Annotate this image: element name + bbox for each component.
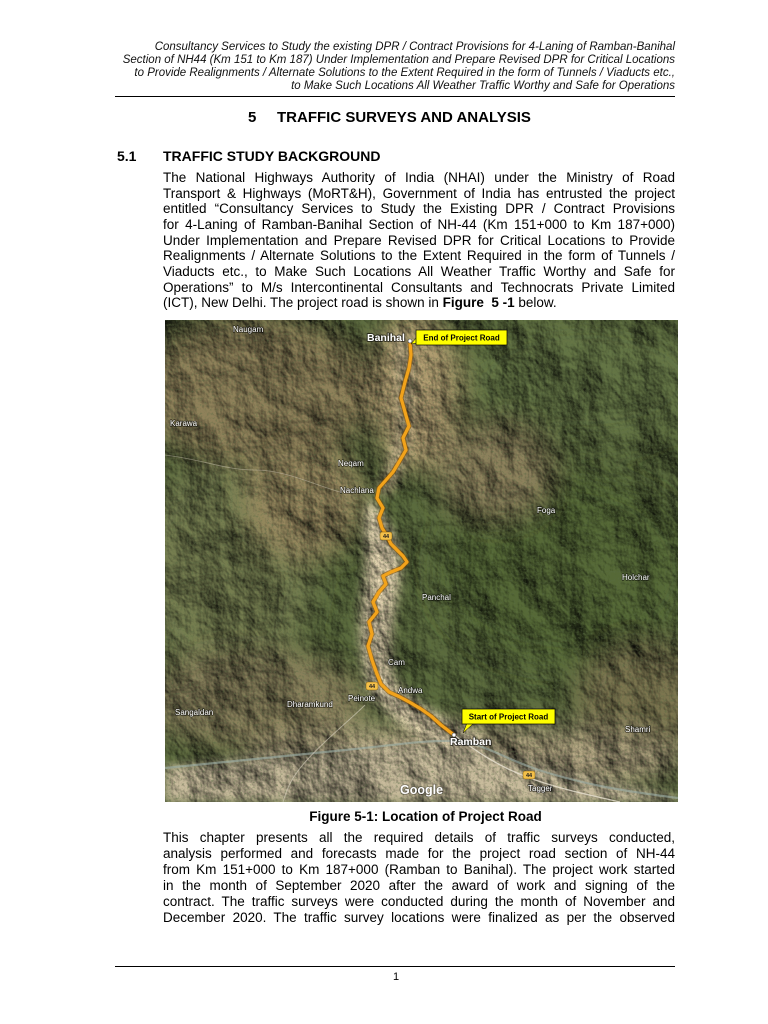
place-label-ramban: Ramban (450, 736, 492, 748)
header-line: to Provide Realignments / Alternate Solutions to the Extent Required in the form of Tunnels / Viaducts etc., (134, 67, 675, 79)
place-label-tagger: Tagger (528, 784, 553, 793)
body-paragraph (163, 170, 675, 311)
place-label-panchal: Panchal (422, 593, 451, 602)
highway-shield-icon (366, 682, 378, 690)
place-label-andwa: Andwa (398, 686, 423, 695)
paragraph-text: below. (514, 295, 557, 311)
highway-shield-icon (380, 532, 392, 540)
shield-number: 44 (525, 773, 533, 779)
place-label-neqam: Neqam (338, 459, 364, 468)
paragraph-line: This chapter presents all the required details of traffic surveys conducted, (163, 830, 675, 845)
place-label-foga: Foga (537, 506, 556, 515)
footer-divider (115, 966, 675, 967)
paragraph-line: analysis performed and forecasts made for the project road section of NH-44 (163, 846, 675, 861)
highway-shield-icon (523, 771, 535, 779)
place-label-cam: Cam (388, 658, 405, 667)
shield-number: 44 (368, 684, 376, 690)
paragraph-line: Transport & Highways (MoRT&H), Government of India has entrusted the project (163, 185, 675, 201)
shield-number: 44 (382, 534, 390, 540)
header-divider (115, 96, 675, 97)
paragraph-line (163, 295, 675, 311)
paragraph-line: for 4-Laning of Ramban-Banihal Section of NH-44 (Km 151+000 to Km 187+000) (163, 216, 675, 232)
chapter-number: 5 (248, 109, 257, 126)
paragraph-line: contract. The traffic surveys were conducted during the month of November and (163, 894, 675, 909)
paragraph-line: December 2020. The traffic survey locations were finalized as per the observed (163, 910, 675, 925)
callout-label: Start of Project Road (468, 712, 549, 722)
body-paragraph (163, 830, 675, 926)
running-header (75, 41, 675, 93)
banihal-marker-icon (408, 339, 412, 343)
place-label-naugam: Naugam (233, 325, 264, 334)
google-logo: Google (400, 783, 444, 797)
paragraph-line: The National Highways Authority of India (NHAI) under the Ministry of Road (163, 170, 675, 185)
place-label-peinote: Peinote (348, 694, 376, 703)
paragraph-line: Operations” to M/s Intercontinental Consultants and Technocrats Private Limited (163, 279, 675, 295)
header-line: to Make Such Locations All Weather Traffic Worthy and Safe for Operations (291, 80, 675, 92)
section-title: TRAFFIC STUDY BACKGROUND (163, 148, 381, 164)
chapter-title: TRAFFIC SURVEYS AND ANALYSIS (277, 109, 531, 126)
place-label-sangaldan: Sangaldan (175, 708, 214, 717)
paragraph-line: from Km 151+000 to Km 187+000 (Ramban to Banihal). The project work started (163, 862, 675, 877)
section-number: 5.1 (117, 148, 137, 164)
end-of-project-road-callout (411, 330, 507, 345)
paragraph-line: in the month of September 2020 after the award of work and signing of the (163, 878, 675, 893)
figure-reference-link[interactable]: Figure 5 -1 (442, 295, 515, 311)
figure-caption: Figure 5-1: Location of Project Road (309, 809, 542, 824)
place-label-nachlana: Nachlana (340, 486, 374, 495)
paragraph-line: Under Implementation and Prepare Revised DPR for Critical Locations to Provide (163, 232, 675, 248)
place-label-karawa: Karawa (170, 419, 198, 428)
project-road-map (165, 320, 678, 802)
paragraph-line: Viaducts etc., to Make Such Locations All Weather Traffic Worthy and Safe for (163, 263, 675, 279)
place-label-holchar: Holchar (622, 573, 650, 582)
place-label-shamri: Shamri (625, 725, 651, 734)
paragraph-text: (ICT), New Delhi. The project road is shown in (163, 295, 443, 311)
map-graphic (165, 320, 678, 802)
header-line: Consultancy Services to Study the existing DPR / Contract Provisions for 4-Laning of Ramban-Banihal (154, 41, 675, 53)
forest-texture (165, 320, 678, 802)
place-label-banihal: Banihal (367, 332, 405, 344)
paragraph-line: Realignments / Alternate Solutions to the Extent Required in the form of Tunnels / (163, 248, 675, 264)
page-number: 1 (392, 971, 400, 983)
header-line: Section of NH44 (Km 151 to Km 187) Under Implementation and Prepare Revised DPR for Critical Locations (122, 54, 675, 66)
paragraph-line: entitled “Consultancy Services to Study the Existing DPR / Contract Provisions (163, 201, 675, 217)
place-label-dharamkund: Dharamkund (287, 700, 333, 709)
callout-label: End of Project Road (423, 333, 500, 343)
